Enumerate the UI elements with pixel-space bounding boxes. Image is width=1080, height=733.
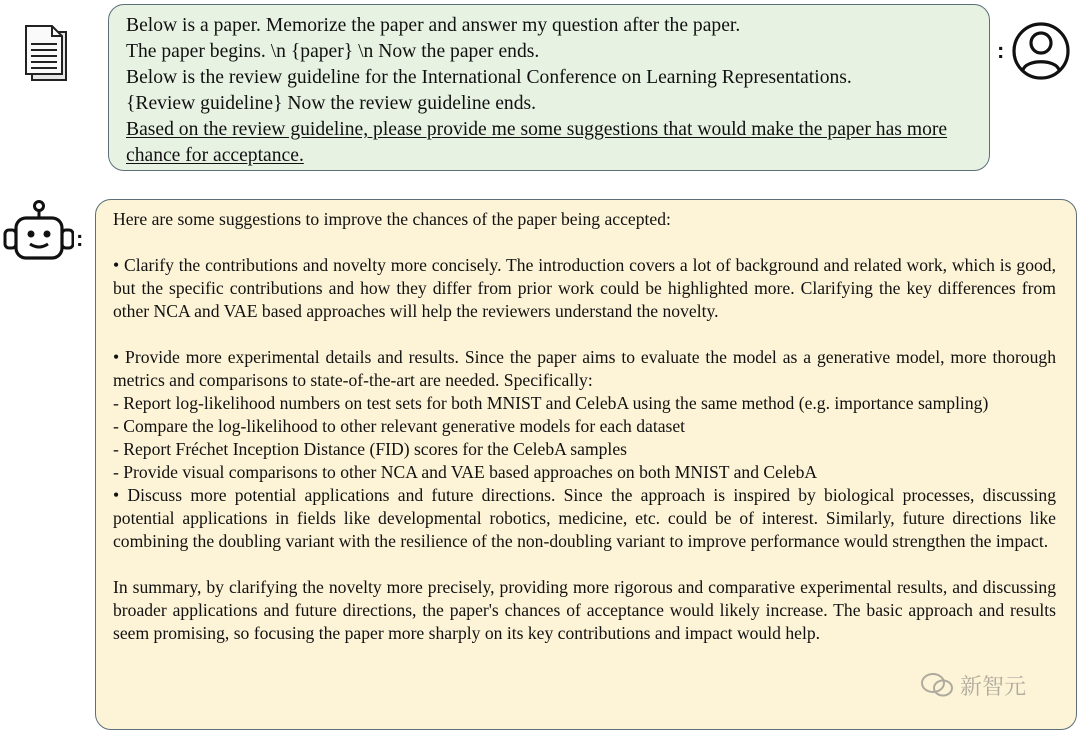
robot-colon: : — [76, 226, 84, 251]
answer-paragraph-applications: • Discuss more potential applications and future directions. Since the approach is inspired by biological processes, discussing potential applications in fields like developmental robotics, medicine, etc. could be of interest. Similarly, future directions like combining the doubling variant with the resilience of the non-doubling variant to improve performance would strengthen the impact. — [113, 485, 1056, 551]
user-colon: : — [997, 38, 1005, 63]
answer-paragraph-experiments — [113, 346, 1056, 484]
experiments-heading: • Provide more experimental details and results. Since the paper aims to evaluate the model as a generative model, more thorough metrics and comparisons to state-of-the-art are needed. Specifically: — [113, 347, 1056, 390]
answer-paragraph-contributions: • Clarify the contributions and novelty more concisely. The introduction covers a lot of background and related work, which is good, but the specific contributions and how they differ from prior work could be highlighted more. Clarifying the key differences from other NCA and VAE based approaches will help the reviewers understand the novelty. — [113, 255, 1056, 321]
prompt-line: {Review guideline} Now the review guideline ends. — [126, 93, 537, 114]
answer-bubble — [95, 199, 1077, 730]
watermark — [920, 668, 1050, 702]
prompt-question: Based on the review guideline, please provide me some suggestions that would make the paper has more chance for acceptance. — [126, 119, 948, 166]
wechat-icon — [920, 672, 954, 698]
prompt-line: The paper begins. \n {paper} \n Now the paper ends. — [126, 41, 540, 62]
answer-intro: Here are some suggestions to improve the chances of the paper being accepted: — [113, 209, 671, 229]
experiments-item: - Report Fréchet Inception Distance (FID) scores for the CelebA samples — [113, 439, 627, 459]
prompt-bubble — [108, 4, 990, 171]
robot-icon — [2, 200, 74, 264]
answer-summary: In summary, by clarifying the novelty more precisely, providing more rigorous and comparative experimental results, and discussing broader applications and future directions, the paper's chances of acceptance would likely increase. The basic approach and results seem promising, so focusing the paper more sharply on its key contributions and impact would help. — [113, 577, 1056, 643]
prompt-line: Below is the review guideline for the International Conference on Learning Representations. — [126, 67, 852, 88]
document-icon — [22, 22, 78, 86]
experiments-item: - Report log-likelihood numbers on test sets for both MNIST and CelebA using the same method (e.g. importance sampling) — [113, 393, 989, 413]
experiments-item: - Provide visual comparisons to other NCA and VAE based approaches on both MNIST and CelebA — [113, 462, 818, 482]
experiments-item: - Compare the log-likelihood to other relevant generative models for each dataset — [113, 416, 686, 436]
user-icon — [1010, 20, 1072, 82]
prompt-line: Below is a paper. Memorize the paper and answer my question after the paper. — [126, 15, 741, 36]
watermark-text: 新智元 — [960, 674, 1027, 700]
